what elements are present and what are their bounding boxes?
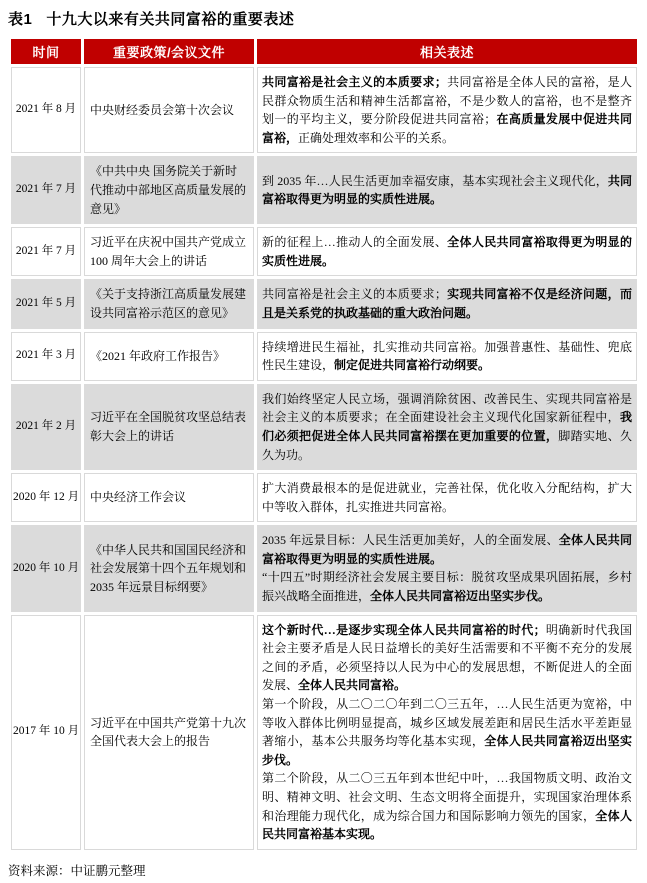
time-cell: 2021 年 5 月: [11, 279, 81, 328]
statement-cell: [257, 615, 637, 850]
statement-paragraph: [262, 769, 632, 843]
statement-emphasis: 共同富裕取得更为明显的实质性进展。: [262, 173, 632, 207]
header-cell-document: 重要政策/会议文件: [84, 39, 254, 64]
document-cell: 中央财经委员会第十次会议: [84, 67, 254, 153]
table-number: 表1: [8, 11, 33, 28]
statement-text: 2035 年远景目标：人民生活更加美好，人的全面发展、: [262, 533, 559, 548]
statement-paragraph: [262, 568, 632, 605]
statement-emphasis: 实现共同富裕不仅是经济问题，而且是关系党的执政基础的重大政治问题。: [262, 287, 632, 320]
statement-text: 正确处理效率和公平的关系。: [298, 130, 455, 145]
table-row: [11, 227, 637, 276]
table-row: [11, 525, 637, 611]
statement-paragraph: [262, 390, 632, 464]
time-cell: 2021 年 7 月: [11, 227, 81, 276]
table-header-row: [11, 39, 637, 64]
table-row: [11, 384, 637, 470]
statement-cell: [257, 384, 637, 470]
statement-cell: [257, 279, 637, 328]
statement-text: 脚踏实地、久久为功。: [262, 428, 632, 462]
statement-paragraph: [262, 172, 632, 209]
statement-emphasis: 在高质量发展中促进共同富裕，: [262, 112, 632, 145]
table-row: [11, 279, 637, 328]
statement-paragraph: [262, 73, 632, 147]
statement-cell: [257, 332, 637, 381]
document-cell: 《2021 年政府工作报告》: [84, 332, 254, 381]
statement-paragraph: [262, 338, 632, 375]
statement-text: 扩大消费最根本的是促进就业，完善社保，优化收入分配结构，扩大中等收入群体，扎实推进共同富裕。: [262, 481, 632, 514]
statement-paragraph: [262, 233, 632, 270]
statement-text: 到 2035 年…人民生活更加幸福安康，基本实现社会主义现代化，: [262, 173, 608, 188]
time-cell: 2017 年 10 月: [11, 615, 81, 850]
statement-paragraph: [262, 285, 632, 322]
time-cell: 2020 年 10 月: [11, 525, 81, 611]
statement-text: 第二个阶段，从二〇三五年到本世纪中叶，…我国物质文明、政治文明、精神文明、社会文明、生态文明将全面提升，实现国家治理体系和治理能力现代化，成为综合国力和国际影响力领先的国家，: [262, 771, 632, 823]
statement-paragraph: [262, 479, 632, 516]
table-row: [11, 332, 637, 381]
document-cell: 中央经济工作会议: [84, 473, 254, 522]
page-title: [8, 8, 639, 29]
statement-cell: [257, 156, 637, 224]
policy-statements-table: [8, 36, 640, 853]
document-cell: 《关于支持浙江高质量发展建设共同富裕示范区的意见》: [84, 279, 254, 328]
statement-paragraph: [262, 531, 632, 568]
statement-cell: [257, 227, 637, 276]
table-row: [11, 67, 637, 153]
time-cell: 2020 年 12 月: [11, 473, 81, 522]
table-row: [11, 156, 637, 224]
statement-emphasis: 全体人民共同富裕取得更为明显的实质性进展。: [262, 235, 632, 268]
statement-text: 我们始终坚定人民立场，强调消除贫困、改善民生、实现共同富裕是社会主义的本质要求；在全面建设社会主义现代化国家新征程中，: [262, 391, 632, 425]
statement-cell: [257, 525, 637, 611]
statement-emphasis: 共同富裕是社会主义的本质要求；: [262, 75, 447, 89]
document-cell: 《中华人民共和国国民经济和社会发展第十四个五年规划和 2035 年远景目标纲要》: [84, 525, 254, 611]
statement-emphasis: 全体人民共同富裕迈出坚实步伐。: [370, 589, 551, 604]
table-row: [11, 473, 637, 522]
statement-text: 明确新时代我国社会主要矛盾是人民日益增长的美好生活需要和不平衡不充分的发展之间的矛盾，必须坚持以人民为中心的发展思想，不断促进人的全面发展、: [262, 622, 632, 693]
header-cell-statement: 相关表述: [257, 39, 637, 64]
statement-emphasis: 全体人民共同富裕迈出坚实步伐。: [262, 734, 632, 767]
statement-text: 共同富裕是全体人民的富裕，是人民群众物质生活和精神生活都富裕，不是少数人的富裕，也不是整齐划一的平均主义，要分阶段促进共同富裕；: [262, 75, 632, 127]
document-cell: 习近平在全国脱贫攻坚总结表彰大会上的讲话: [84, 384, 254, 470]
time-cell: 2021 年 2 月: [11, 384, 81, 470]
statement-text: 第一个阶段，从二〇二〇年到二〇三五年，…人民生活更为宽裕，中等收入群体比例明显提高，城乡区域发展差距和居民生活水平差距显著缩小，基本公共服务均等化基本实现，: [262, 697, 632, 749]
statement-text: 持续增进民生福祉，扎实推动共同富裕。加强普惠性、基础性、兜底性民生建设，: [262, 339, 632, 373]
statement-paragraph: [262, 695, 632, 769]
document-cell: 《中共中央 国务院关于新时代推动中部地区高质量发展的意见》: [84, 156, 254, 224]
statement-cell: [257, 67, 637, 153]
document-cell: 习近平在中国共产党第十九次全国代表大会上的报告: [84, 615, 254, 850]
statement-emphasis: 这个新时代…是逐步实现全体人民共同富裕的时代；: [262, 622, 546, 637]
document-cell: 习近平在庆祝中国共产党成立 100 周年大会上的讲话: [84, 227, 254, 276]
statement-text: “十四五”时期经济社会发展主要目标：脱贫攻坚成果巩固拓展，乡村振兴战略全面推进，: [262, 570, 632, 604]
statement-paragraph: [262, 621, 632, 695]
header-cell-time: 时间: [11, 39, 81, 64]
time-cell: 2021 年 7 月: [11, 156, 81, 224]
table-title-text: 十九大以来有关共同富裕的重要表述: [46, 11, 295, 28]
time-cell: 2021 年 3 月: [11, 332, 81, 381]
statement-emphasis: 全体人民共同富裕。: [298, 678, 407, 693]
statement-emphasis: 制定促进共同富裕行动纲要。: [334, 358, 491, 373]
statement-emphasis: 我们必须把促进全体人民共同富裕摆在更加重要的位置，: [262, 410, 632, 443]
statement-emphasis: 全体人民共同富裕基本实现。: [262, 808, 632, 842]
source-note: 资料来源：中证鹏元整理: [8, 863, 146, 878]
table-row: [11, 615, 637, 850]
statement-text: 共同富裕是社会主义的本质要求；: [262, 287, 447, 302]
time-cell: 2021 年 8 月: [11, 67, 81, 153]
statement-cell: [257, 473, 637, 522]
statement-text: 新的征程上…推动人的全面发展、: [262, 235, 448, 250]
statement-emphasis: 全体人民共同富裕取得更为明显的实质性进展。: [262, 533, 632, 566]
table-body: [11, 67, 637, 850]
